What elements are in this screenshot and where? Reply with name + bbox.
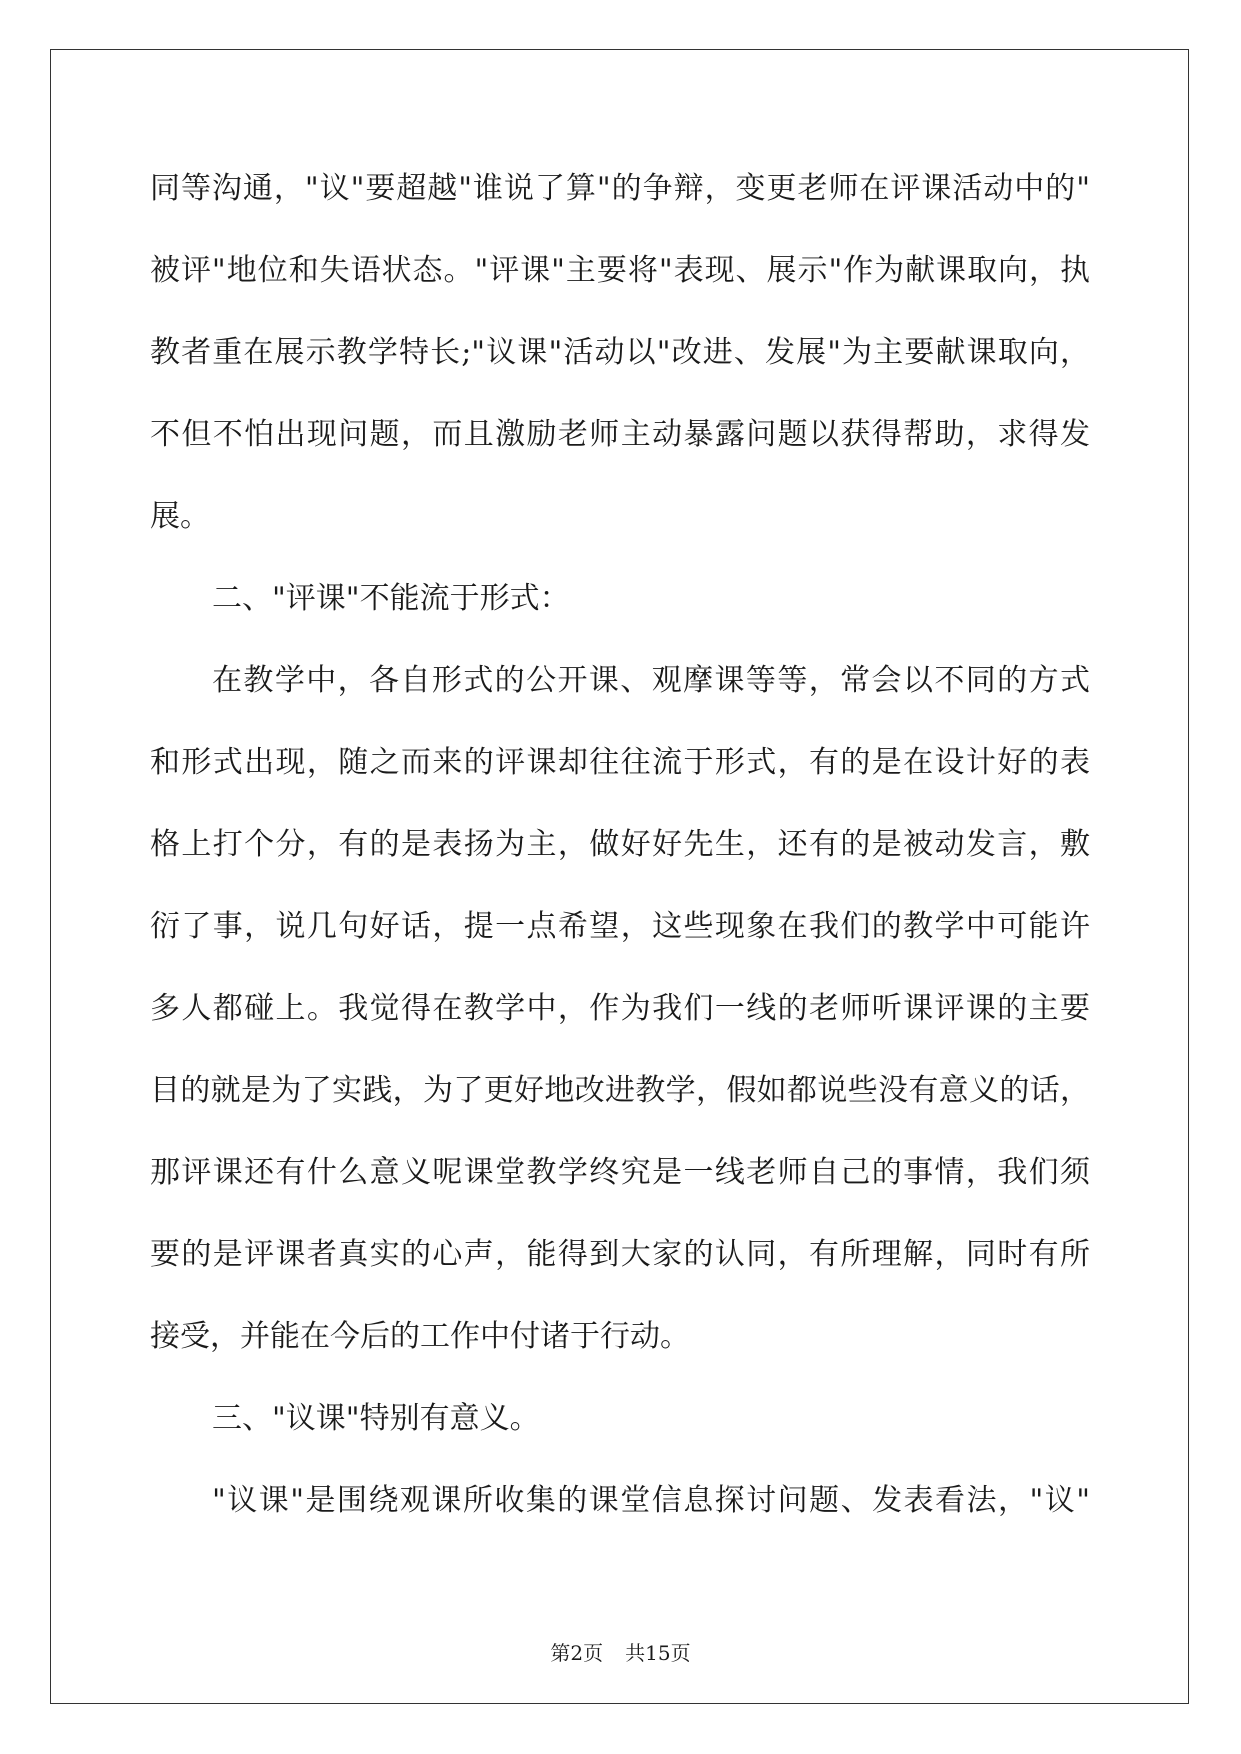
text-line: 不但不怕出现问题，而且激励老师主动暴露问题以获得帮助，求得发: [150, 417, 1090, 452]
document-body: [150, 148, 1090, 1542]
text-line: 多人都碰上。我觉得在教学中，作为我们一线的老师听课评课的主要: [150, 991, 1090, 1026]
page-number: 第2页: [550, 1641, 604, 1665]
text-line: 在教学中，各自形式的公开课、观摩课等等，常会以不同的方式: [212, 663, 1090, 698]
text-line: 要的是评课者真实的心声，能得到大家的认同，有所理解，同时有所: [150, 1237, 1090, 1272]
text-line: 衍了事，说几句好话，提一点希望，这些现象在我们的教学中可能许: [150, 909, 1090, 944]
text-line: 格上打个分，有的是表扬为主，做好好先生，还有的是被动发言，敷: [150, 827, 1090, 862]
text-line: "议课"是围绕观课所收集的课堂信息探讨问题、发表看法，"议": [212, 1483, 1090, 1518]
section-heading: 三、"议课"特别有意义。: [212, 1401, 540, 1436]
page-footer: [0, 1640, 1241, 1666]
section-heading: 二、"评课"不能流于形式：: [212, 581, 570, 616]
text-line: 目的就是为了实践，为了更好地改进教学，假如都说些没有意义的话，: [150, 1073, 1090, 1108]
text-line: 和形式出现，随之而来的评课却往往流于形式，有的是在设计好的表: [150, 745, 1090, 780]
text-line: 那评课还有什么意义呢课堂教学终究是一线老师自己的事情，我们须: [150, 1155, 1090, 1190]
text-line: 接受，并能在今后的工作中付诸于行动。: [150, 1319, 690, 1354]
text-line: 展。: [150, 499, 210, 534]
page-total: 共15页: [625, 1641, 691, 1665]
text-line: 同等沟通，"议"要超越"谁说了算"的争辩，变更老师在评课活动中的": [150, 171, 1090, 206]
text-line: 教者重在展示教学特长;"议课"活动以"改进、发展"为主要献课取向，: [150, 335, 1090, 370]
text-line: 被评"地位和失语状态。"评课"主要将"表现、展示"作为献课取向，执: [150, 253, 1090, 288]
